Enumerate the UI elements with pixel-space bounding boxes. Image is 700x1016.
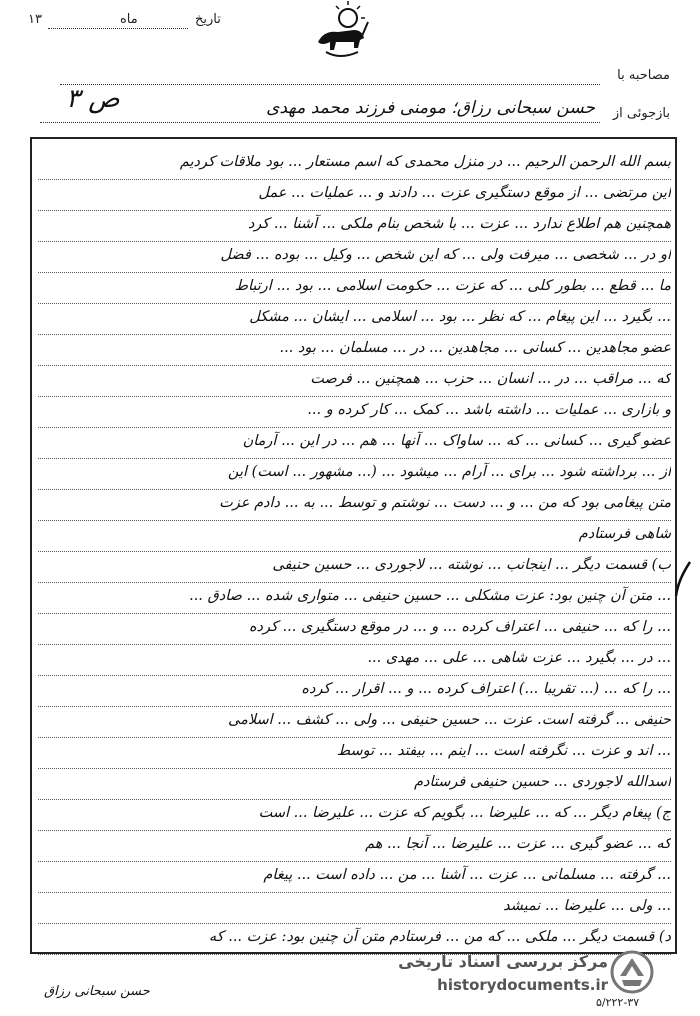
signature: حسن سبحانی رزاق xyxy=(44,984,150,999)
statement-line: ... بگیرد ... این پیغام ... که نظر ... بود ... اسلامی ... ایشان ... مشکل xyxy=(38,300,671,335)
statement-line: عضو گیری ... کسانی ... که ... ساواک ... آنها ... هم ... در این ... آرمان xyxy=(38,424,671,459)
document-number: ۵/۲۲۲-۳۷ xyxy=(596,996,640,1009)
statement-line: این مرتضی ... از موقع دستگیری عزت ... دادند و ... عملیات ... عمل xyxy=(38,176,671,211)
statement-line: حنیفی ... گرفته است. عزت ... حسین حنیفی ... ولی ... کشف ... اسلامی xyxy=(38,703,671,738)
statement-line: شاهی فرستادم xyxy=(38,517,671,552)
watermark-title: مرکز بررسی اسناد تاریخی xyxy=(398,952,608,971)
statement-line: از ... برداشته شود ... برای ... آرام ... میشود ... (... مشهور ... است) این xyxy=(38,455,671,490)
interrogation-label: بازجوئی از xyxy=(612,106,670,121)
statement-line: بسم الله الرحمن الرحیم ... در منزل محمدی که اسم مستعار ... بود ملاقات کردیم xyxy=(38,145,671,180)
statement-line: د) قسمت دیگر ... ملکی ... که من ... فرستادم متن آن چنین بود: عزت ... که xyxy=(38,920,671,955)
lion-sun-emblem-icon xyxy=(310,0,370,66)
statement-line: که ... عضو گیری ... عزت ... علیرضا ... آنجا ... هم xyxy=(38,827,671,862)
statement-line: ... ولی ... علیرضا ... نمیشد xyxy=(38,889,671,924)
statement-line: متن پیغامی بود که من ... و ... دست ... نوشتم و توسط ... به ... دادم عزت xyxy=(38,486,671,521)
statement-line: ب) قسمت دیگر ... اینجانب ... نوشته ... لاجوردی ... حسین حنیفی xyxy=(38,548,671,583)
statement-line: ... اند و عزت ... نگرفته است ... اینم ... بیفتد ... توسط xyxy=(38,734,671,769)
date-label: تاریخ xyxy=(195,12,221,27)
statement-line: که ... مراقب ... در ... انسان ... حزب ... همچنین ... فرصت xyxy=(38,362,671,397)
statement-line: ... گرفته ... مسلمانی ... عزت ... آشنا ... من ... داده است ... پیغام xyxy=(38,858,671,893)
statement-line: ... متن آن چنین بود: عزت مشکلی ... حسین حنیفی ... متواری شده ... صادق ... xyxy=(38,579,671,614)
interview-label: مصاحبه با xyxy=(617,68,670,83)
statement-line: همچنین هم اطلاع ندارد ... عزت ... با شخص بنام ملکی ... آشنا ... کرد xyxy=(38,207,671,242)
month-label: ماه xyxy=(120,12,138,27)
date-dotted-line xyxy=(48,28,188,29)
interview-dotted-line xyxy=(60,84,600,85)
page-note: ص ۳ xyxy=(66,84,120,114)
interrogation-value: حسن سبحانی رزاق؛ مومنی فرزند محمد مهدی xyxy=(266,98,595,118)
statement-line: اسدالله لاجوردی ... حسین حنیفی فرستادم xyxy=(38,765,671,800)
interrogation-dotted-line xyxy=(40,122,600,123)
watermark-url: historydocuments.ir xyxy=(437,976,608,994)
statement-line: و بازاری ... عملیات ... داشته باشد ... کمک ... کار کرده و ... xyxy=(38,393,671,428)
statement-line: ... را که ... (... تقریبا ...) اعتراف کرده ... و ... اقرار ... کرده xyxy=(38,672,671,707)
statement-line: ... را که ... حنیفی ... اعتراف کرده ... و ... در موقع دستگیری ... کرده xyxy=(38,610,671,645)
statement-line: ما ... قطع ... بطور کلی ... که عزت ... حکومت اسلامی ... بود ... ارتباط xyxy=(38,269,671,304)
watermark xyxy=(400,950,660,1000)
statement-line: او در ... شخصی ... میرفت ولی ... که این شخص ... وکیل ... بوده ... فضل xyxy=(38,238,671,273)
statement-line: ج) پیغام دیگر ... که ... علیرضا ... بگویم که عزت ... علیرضا ... است xyxy=(38,796,671,831)
margin-mark xyxy=(672,560,696,600)
statement-box xyxy=(30,137,677,954)
year-label: ۱۳ xyxy=(28,12,42,27)
archive-logo-icon xyxy=(610,950,654,994)
statement-line: عضو مجاهدین ... کسانی ... مجاهدین ... در ... مسلمان ... بود ... xyxy=(38,331,671,366)
statement-line: ... در ... بگیرد ... عزت شاهی ... علی ... مهدی ... xyxy=(38,641,671,676)
